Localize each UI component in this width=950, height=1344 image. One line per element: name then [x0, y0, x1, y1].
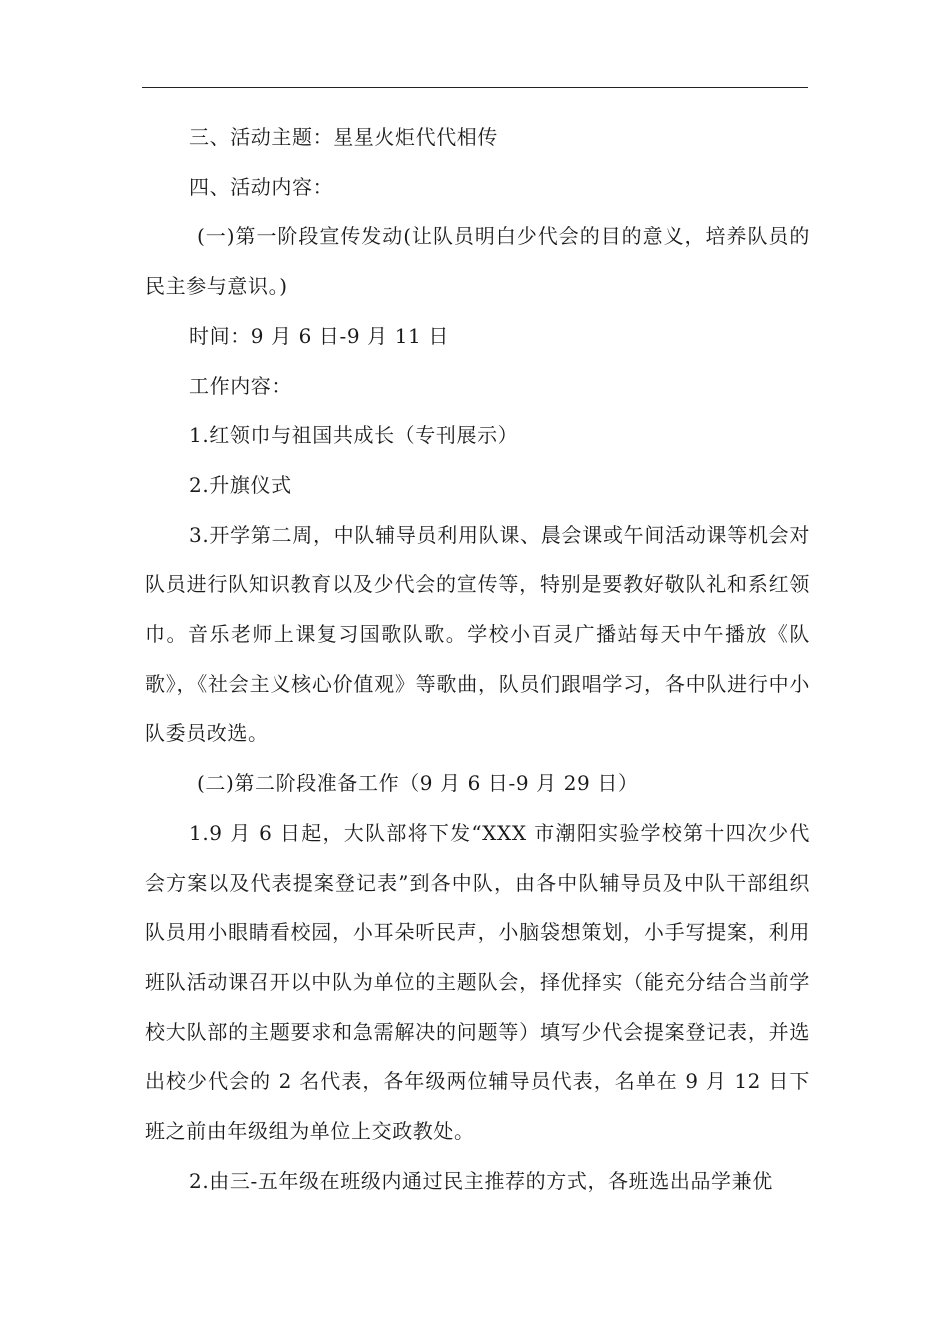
- paragraph-theme: 三、活动主题：星星火炬代代相传: [189, 125, 498, 149]
- header-rule: [142, 87, 808, 88]
- paragraph-content-heading: 四、活动内容：: [189, 174, 334, 199]
- paragraph-time: 时间：9 月 6 日-9 月 11 日: [189, 323, 449, 348]
- paragraph-item-2: 2.升旗仪式: [189, 472, 292, 497]
- paragraph-stage-two: (二)第二阶段准备工作（9 月 6 日-9 月 29 日）: [197, 771, 639, 796]
- paragraph-stage-one: (一)第一阶段宣传发动(让队员明白少代会的目的意义，培养队员的民主参与意识。): [145, 224, 810, 299]
- paragraph-work-heading: 工作内容：: [189, 373, 292, 398]
- document-body: [145, 113, 810, 1206]
- paragraph-item-1: 1.红领巾与祖国共成长（专刊展示）: [189, 423, 519, 448]
- paragraph-item-3: 3.开学第二周，中队辅导员利用队课、晨会课或午间活动课等机会对队员进行队知识教育以及少代会的宣传等，特别是要教好敬队礼和系红领巾。音乐老师上课复习国歌队歌。学校小百灵广播站每天中午播放《队歌》，《社会主义核心价值观》等歌曲，队员们跟唱学习，各中队进行中小队委员改选。: [145, 522, 810, 746]
- paragraph-stage-two-item-2: 2.由三-五年级在班级内通过民主推荐的方式，各班选出品学兼优: [189, 1168, 773, 1193]
- paragraph-stage-two-item-1: 1.9 月 6 日起，大队部将下发“XXX 市潮阳实验学校第十四次少代会方案以及代表提案登记表”到各中队，由各中队辅导员及中队干部组织队员用小眼睛看校园，小耳朵听民声，小脑袋想策划，小手写提案，利用班队活动课召开以中队为单位的主题队会，择优择实（能充分结合当前学校大队部的主题要求和急需解决的问题等）填写少代会提案登记表，并选出校少代会的 2 名代表，各年级两位辅导员代表，名单在 9 月 12 日下班之前由年级组为单位上交政教处。: [145, 820, 810, 1144]
